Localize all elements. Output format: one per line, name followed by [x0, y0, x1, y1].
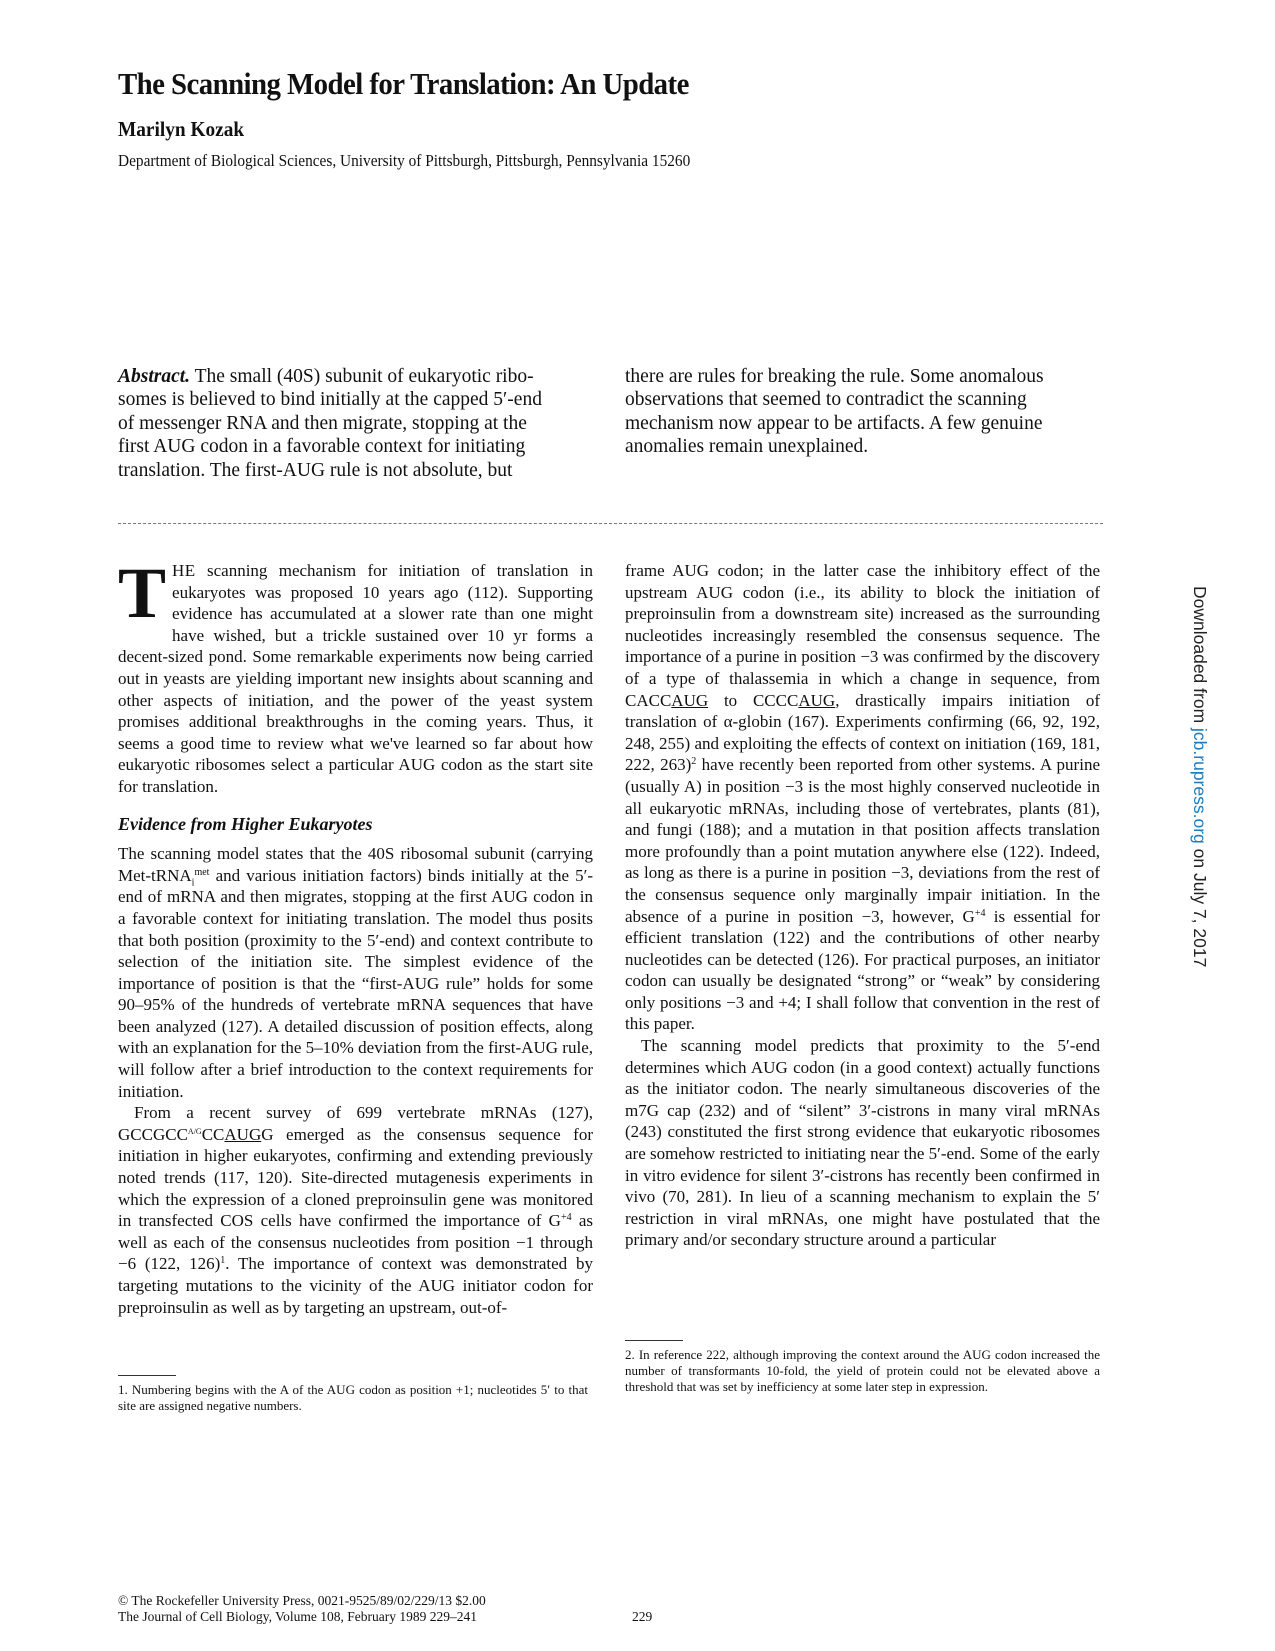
footnote-ref[interactable]: 2 — [691, 756, 697, 768]
abstract-right-column — [625, 365, 1044, 459]
abstract-line: of messenger RNA and then migrate, stopping at the — [118, 412, 527, 434]
copyright-line: © The Rockefeller University Press, 0021-9525/89/02/229/13 $2.00 — [118, 1593, 486, 1608]
abstract-line: anomalies remain unexplained. — [625, 436, 869, 458]
journal-site-link[interactable]: jcb.rupress.org — [1190, 728, 1210, 844]
abstract-line: translation. The first-AUG rule is not absolute, but — [118, 459, 513, 481]
drop-cap: T — [118, 553, 167, 633]
author-affiliation: Department of Biological Sciences, University of Pittsburgh, Pittsburgh, Pennsylvania 15260 — [118, 151, 691, 170]
body-paragraph: From a recent survey of 699 vertebrate mRNAs (127), $GCCGCC^{A/G}CCAUGG$ emerged as the consensus sequence for initiation in higher eukaryotes, confirming and extending previously noted trends (117, 120). Site-directed mutagenesis experiments in which the expression of a cloned preproinsulin gene was monitored in transfected COS cells have confirmed the importance of $G^{+4}$ as well as each of the consensus nucleotides from position −1 through −6 (122, 126)$^1$. The importance of context was demonstrated by targeting mutations to the vicinity of the AUG initiator codon for preproinsulin as well as by targeting an upstream, out-of- — [118, 1103, 593, 1317]
abstract-left-column — [118, 365, 542, 482]
footnote-2 — [625, 1340, 1100, 1395]
abstract-line: observations that seemed to contradict the scanning — [625, 389, 1027, 411]
footnote-ref[interactable]: 1 — [220, 1255, 226, 1267]
body-paragraph: The scanning model predicts that proximity to the 5′-end determines which AUG codon (in a good context) actually functions as the initiator codon. The nearly simultaneous discoveries of the m7G cap (232) and of “silent” 3′-cistrons in many viral mRNAs (243) constituted the first strong evidence that eukaryotic ribosomes are somehow restricted to initiating near the 5′-end. Some of the early in vitro evidence for silent 3′-cistrons has recently been confirmed in vivo (70, 281). In lieu of a scanning mechanism to explain the 5′ restriction in viral mRNAs, one might have postulated that the primary and/or secondary structure around a particular — [625, 1036, 1100, 1250]
article-title: The Scanning Model for Translation: An Update — [118, 66, 689, 101]
section-divider — [118, 523, 1103, 524]
footnote-divider — [625, 1340, 683, 1341]
stacked-nucleotide: A/G — [187, 1126, 202, 1136]
body-right-column — [625, 560, 1100, 1251]
abstract-line: first AUG codon in a favorable context for initiating — [118, 436, 526, 458]
page-footer — [118, 1593, 486, 1625]
abstract-line: somes is believed to bind initially at the capped 5′-end — [118, 389, 542, 411]
section-heading: Evidence from Higher Eukaryotes — [118, 813, 373, 834]
footnote-1 — [118, 1375, 588, 1414]
author-name: Marilyn Kozak — [118, 117, 245, 141]
footnote-text: 2. In reference 222, although improving the context around the AUG codon increased the number of transformants 10-fold, the yield of protein could not be elevated above a threshold that was set by inefficiency at some later step in expression. — [625, 1347, 1100, 1394]
body-left-column — [118, 553, 593, 1318]
abstract-line: mechanism now appear to be artifacts. A few genuine — [625, 412, 1043, 434]
body-paragraph: frame AUG codon; in the latter case the inhibitory effect of the upstream AUG codon (i.e., its ability to block the initiation of preproinsulin from a downstream site) increased as the surrounding nucleotides increasingly resembled the consensus sequence. The importance of a purine in position −3 was confirmed by the discovery of a type of thalassemia in which a change in sequence, from CACCAUG to CCCCAUG, drastically impairs initiation of translation of α-globin (167). Experiments confirming (66, 92, 192, 248, 255) and exploiting the effects of context on initiation (169, 181, 222, 263)$^2$ have recently been reported from other systems. A purine (usually A) in position −3 is the most highly conserved nucleotide in all eukaryotic mRNAs, including those of vertebrates, plants (81), and fungi (188); and a mutation in that position affects translation more profoundly than a point mutation anywhere else (122). Indeed, as long as there is a purine in position −3, deviations from the rest of the consensus sequence only marginally impair initiation. In the absence of a purine in position −3, however, $G^{+4}$ is essential for efficient translation (122) and the contributions of other nearby nucleotides can be detected (126). For practical purposes, an initiator codon can usually be designated “strong” or “weak” by considering only positions −3 and +4; I shall follow that convention in the rest of this paper. — [625, 561, 1101, 1034]
page-number: 229 — [632, 1609, 653, 1624]
abstract-label: Abstract. — [118, 366, 191, 387]
abstract-line: there are rules for breaking the rule. Some anomalous — [625, 366, 1044, 387]
intro-paragraph: THE scanning mechanism for initiation of translation in eukaryotes was proposed 10 years ago (112). Supporting evidence has accumulated at a slower rate than one might have wished, but a trickle sustained over 10 yr forms a decent-sized pond. Some remarkable experiments now being carried out in yeasts are yielding important new insights about scanning and other aspects of initiation, and the power of the yeast system promises additional breakthroughs in the coming years. Thus, it seems a good time to review what we've learned so far about how eukaryotic ribosomes select a particular AUG codon as the start site for translation. — [118, 553, 593, 796]
footnote-divider — [118, 1375, 176, 1376]
body-paragraph: The scanning model states that the 40S ribosomal subunit (carrying Met-tRNA$_i^{met}$ and various initiation factors) binds initially at the 5′-end of mRNA and then migrates, stopping at the first AUG codon in a favorable context for initiating translation. The model thus posits that both position (proximity to the 5′-end) and context contribute to selection of the initiation site. The simplest evidence of the importance of position is that the “first-AUG rule” holds for some 90–95% of the hundreds of vertebrate mRNA sequences that have been analyzed (127). A detailed discussion of position effects, along with an explanation for the 5–10% deviation from the first-AUG rule, will follow after a brief introduction to the context requirements for initiation. — [118, 844, 593, 1101]
download-watermark: Downloaded from jcb.rupress.org on July 7, 2017 — [1190, 586, 1210, 968]
abstract-line: Abstract. The small (40S) subunit of eukaryotic ribo- — [118, 366, 534, 387]
journal-citation: The Journal of Cell Biology, Volume 108, February 1989 229–241 — [118, 1609, 477, 1624]
footnote-text: 1. Numbering begins with the A of the AUG codon as position +1; nucleotides 5′ to that site are assigned negative numbers. — [118, 1382, 588, 1413]
